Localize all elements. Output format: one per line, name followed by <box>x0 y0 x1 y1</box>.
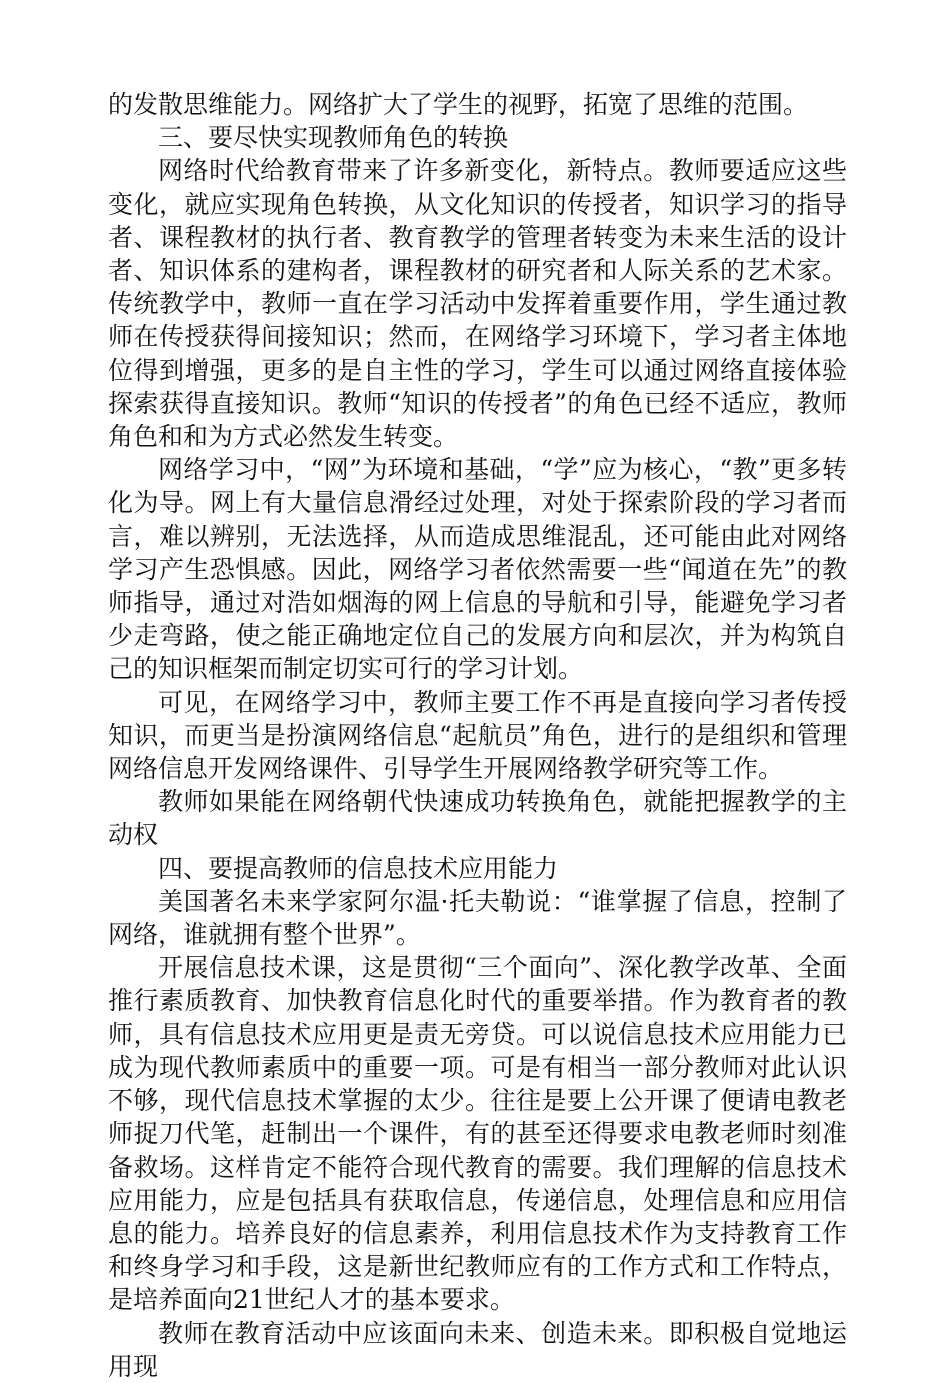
intro-line: 的发散思维能力。网络扩大了学生的视野，拓宽了思维的范围。 <box>108 90 809 119</box>
paragraph-2: 网络学习中，“网”为环境和基础，“学”应为核心，“教”更多转化为导。网上有大量信息滑经过处理，对处于探索阶段的学习者而言，难以辨别，无法选择，从而造成思维混乱，还可能由此对网络学习产生恐惧感。因此，网络学习者依然需要一些“闻道在先”的教师指导，通过对浩如烟海的网上信息的导航和引导，能避免学习者少走弯路，使之能正确地定位自己的发展方向和层次，并为构筑自己的知识框架而制定切实可行的学习计划。 <box>108 455 847 684</box>
paragraph-3: 可见，在网络学习中，教师主要工作不再是直接向学习者传授知识，而更当是扮演网络信息“起航员”角色，进行的是组织和管理网络信息开发网络课件、引导学生开展网络教学研究等工作。 <box>108 687 847 784</box>
paragraph-4: 教师如果能在网络朝代快速成功转换角色，就能把握教学的主动权 <box>108 787 847 850</box>
paragraph-6: 开展信息技术课，这是贯彻“三个面向”、深化教学改革、全面推行素质教育、加快教育信息化时代的重要举措。作为教育者的教师，具有信息技术应用更是责无旁贷。可以说信息技术应用能力已成为现代教师素质中的重要一项。可是有相当一部分教师对此认识不够，现代信息技术掌握的太少。往往是要上公开课了便请电教老师捉刀代笔，赶制出一个课件，有的甚至还得要求电教老师时刻准备救场。这样肯定不能符合现代教育的需要。我们理解的信息技术应用能力，应是包括具有获取信息，传递信息，处理信息和应用信息的能力。培养良好的信息素养，利用信息技术作为支持教育工作和终身学习和手段，这是新世纪教师应有的工作方式和工作特点，是培养面向21世纪人才的基本要求。 <box>108 953 847 1315</box>
paragraph-5: 美国著名未来学家阿尔温·托夫勒说：“谁掌握了信息，控制了网络，谁就拥有整个世界”。 <box>108 886 847 950</box>
paragraph-1: 网络时代给教育带来了许多新变化，新特点。教师要适应这些变化，就应实现角色转换，从文化知识的传授者，知识学习的指导者、课程教材的执行者、教育教学的管理者转变为未来生活的设计者、知识体系的建构者，课程教材的研究者和人际关系的艺术家。传统教学中，教师一直在学习活动中发挥着重要作用，学生通过教师在传授获得间接知识；然而，在网络学习环境下，学习者主体地位得到增强，更多的是自主性的学习，学生可以通过网络直接体验探索获得直接知识。教师“知识的传授者”的角色已经不适应，教师角色和和为方式必然发生转变。 <box>108 156 847 452</box>
section-heading-3: 三、要尽快实现教师角色的转换 <box>158 123 509 153</box>
section-heading-4: 四、要提高教师的信息技术应用能力 <box>158 853 559 883</box>
paragraph-7: 教师在教育活动中应该面向未来、创造未来。即积极自觉地运用现 <box>108 1318 847 1381</box>
